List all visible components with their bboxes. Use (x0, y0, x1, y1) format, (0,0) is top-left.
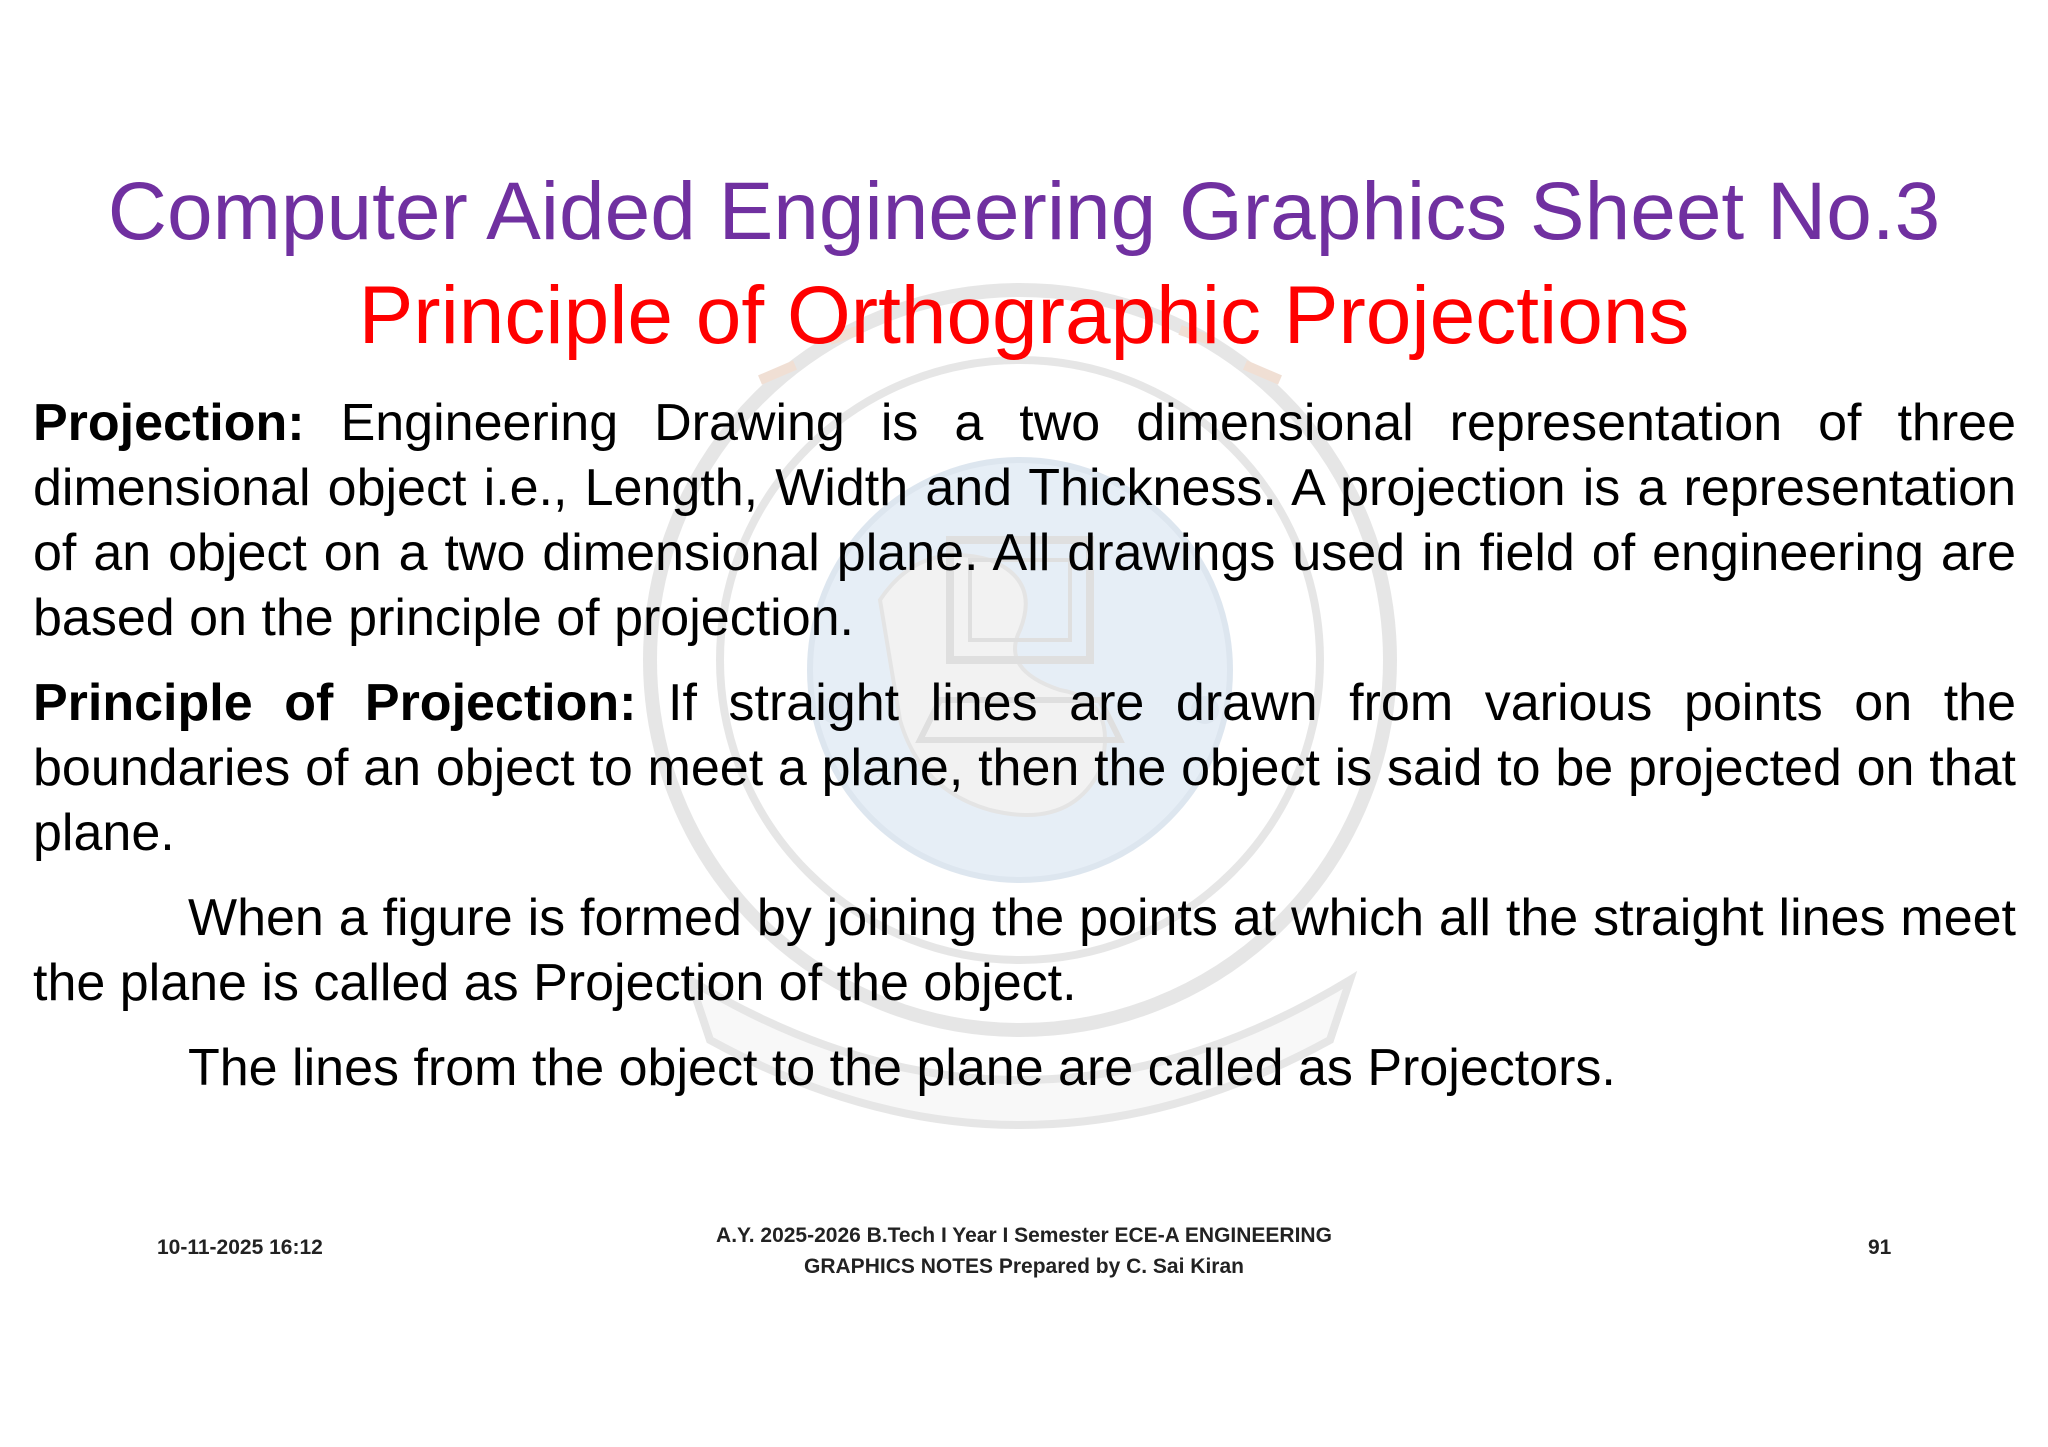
paragraph-heading: Projection: (33, 394, 305, 452)
footer-course-info (624, 1220, 1424, 1282)
slide-footer (0, 1220, 2048, 1300)
footer-date: 10-11-2025 16:12 (157, 1236, 323, 1259)
footer-line-1: A.Y. 2025-2026 B.Tech I Year I Semester ECE-A ENGINEERING (716, 1224, 1332, 1247)
paragraph-text: Engineering Drawing is a two dimensional representation of three dimensional object i.e., Length, Width and Thickness. A projection is a representation of an object on a two dimensional plane. All drawings used in field of engineering are based on the principle of projection. (33, 394, 2016, 647)
slide-title (0, 160, 2048, 368)
slide-body (33, 391, 2016, 1121)
paragraph-text: If straight lines are drawn from various points on the boundaries of an object to meet a plane, then the object is said to be projected on that plane. (33, 674, 2016, 862)
page-number: 91 (1868, 1236, 1892, 1259)
paragraph-projectors: The lines from the object to the plane are called as Projectors. (188, 1039, 1616, 1097)
footer-line-2: GRAPHICS NOTES Prepared by C. Sai Kiran (804, 1255, 1244, 1278)
paragraph-principle-of-projection (33, 671, 2016, 866)
title-line-2: Principle of Orthographic Projections (358, 270, 1690, 361)
paragraph-heading: Principle of Projection: (33, 674, 637, 732)
title-line-1: Computer Aided Engineering Graphics Sheet No.3 (107, 166, 1941, 257)
paragraph-figure: When a figure is formed by joining the points at which all the straight lines meet the plane is called as Projection of the object. (33, 889, 2016, 1012)
paragraph-projection (33, 391, 2016, 651)
